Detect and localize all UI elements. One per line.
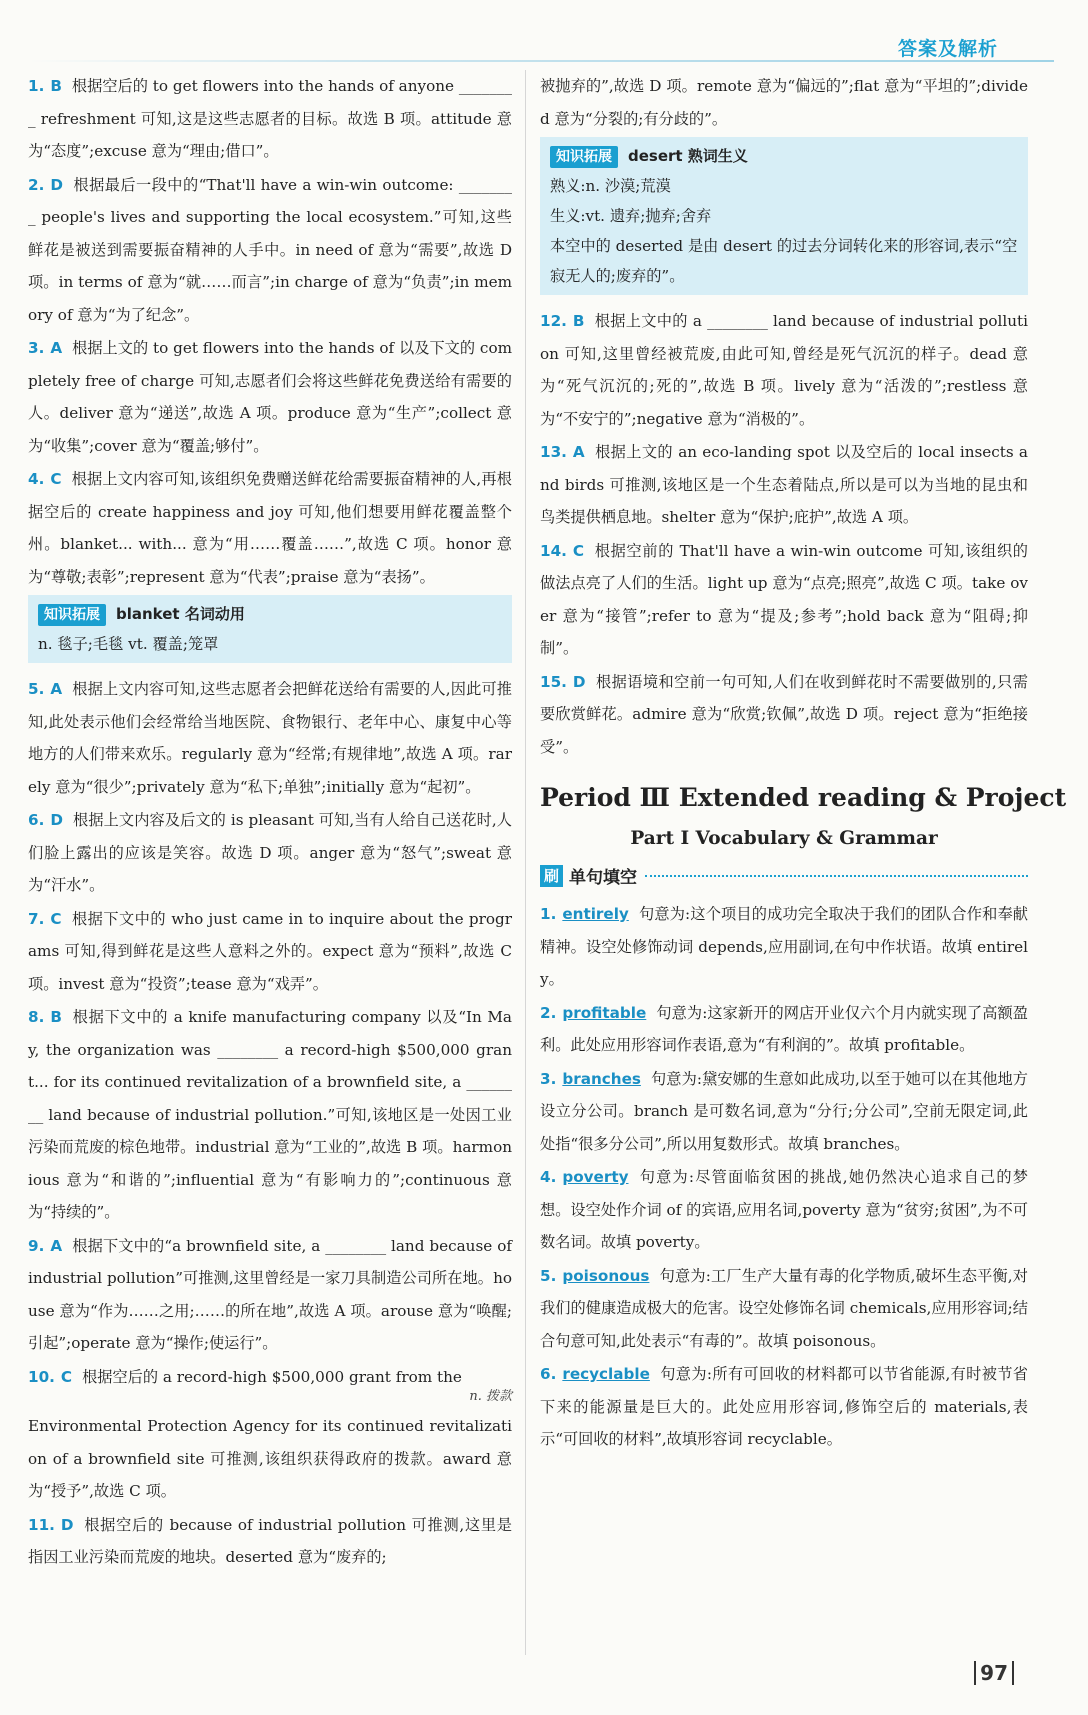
answer-item <box>28 903 512 1001</box>
period-heading: Period Ⅲ Extended reading & Project <box>540 783 1067 812</box>
answer-item <box>28 70 512 168</box>
answer-item <box>540 666 1028 764</box>
extension-line: n. 毯子;毛毯 vt. 覆盖;笼罩 <box>38 635 219 653</box>
item-explanation: 根据语境和空前一句可知,人们在收到鲜花时不需要做别的,只需要欣赏鲜花。admire 意为“欣赏;钦佩”,故选 D 项。reject 意为“拒绝接受”。 <box>540 672 1028 756</box>
item-explanation: 根据上文的 to get flowers into the hands of 以及下文的 completely free of charge 可知,志愿者们会将这些鲜花免费送给有需要的人。deliver 意为“递送”,故选 A 项。produce 意为“生产”;collect 意为“收集”;cover 意为“覆盖;够付”。 <box>28 339 512 455</box>
header-rule <box>30 60 1054 62</box>
answer-item <box>28 673 512 803</box>
continued-text: 被抛弃的”,故选 D 项。remote 意为“偏远的”;flat 意为“平坦的”;divided 意为“分裂的;有分歧的”。 <box>540 77 1028 128</box>
page-header-title: 答案及解析 <box>897 38 998 60</box>
answer-item <box>540 898 1028 996</box>
answer-item <box>28 1410 512 1508</box>
answer-item <box>28 169 512 332</box>
answer-item <box>28 1001 512 1229</box>
item-answer: recyclable <box>562 1365 650 1383</box>
item-explanation: 根据上文内容及后文的 is pleasant 可知,当有人给自己送花时,人们脸上露出的应该是笑容。故选 D 项。anger 意为“怒气”;sweat 意为“汗水”。 <box>28 811 512 894</box>
item-answer: C <box>50 909 62 928</box>
handwritten-note: n. 拨款 <box>469 1389 512 1404</box>
extension-tag: 知识拓展 <box>550 146 618 168</box>
item-number: 10. <box>28 1367 55 1386</box>
answer-item <box>540 535 1028 665</box>
item-number: 3. <box>28 339 45 357</box>
item-answer: poisonous <box>562 1266 650 1285</box>
item-explanation: 句意为:所有可回收的材料都可以节省能源,有时被节省下来的能源量是巨大的。此处应用形容词,修饰空后的 materials,表示“可回收的材料”,故填形容词 recyclable。 <box>540 1365 1028 1448</box>
extension-line: 本空中的 deserted 是由 desert 的过去分词转化来的形容词,表示“空寂无人的;废弃的”。 <box>550 237 1018 285</box>
item-answer: C <box>572 541 585 560</box>
item-number: 1. <box>28 77 45 95</box>
part-heading: Part Ⅰ Vocabulary & Grammar <box>630 828 938 849</box>
item-explanation: 句意为:黛安娜的生意如此成功,以至于她可以在其他地方设立分公司。branch 是可数名词,意为“分行;分公司”,空前无限定词,此处指“很多分公司”,所以用复数形式。故填 branches。 <box>540 1069 1028 1153</box>
item-number: 5. <box>28 680 45 698</box>
left-column <box>28 70 512 1575</box>
section-heading <box>540 863 1028 888</box>
item-explanation: 根据上文内容可知,这些志愿者会把鲜花送给有需要的人,因此可推知,此处表示他们会经常给当地医院、食物银行、老年中心、康复中心等地方的人们带来欢乐。regularly 意为“经常;有规律地”,故选 A 项。rarely 意为“很少”;privately 意为“私下;单独”;initially 意为“起初”。 <box>28 680 512 796</box>
item-explanation: 句意为:这个项目的成功完全取决于我们的团队合作和奉献精神。设空处修饰动词 depends,应用副词,在句中作状语。故填 entirely。 <box>540 905 1028 988</box>
extension-title: desert 熟词生义 <box>628 147 748 165</box>
column-divider <box>525 70 526 1655</box>
item-answer: B <box>572 312 585 330</box>
item-explanation: 根据下文中的 a knife manufacturing company 以及“In May, the organization was ________ a record-high $500,000 grant... for its continued revitalization of a brownfield site, a ________ land because of industrial pollution.”可知,该地区是一处因工业污染而荒废的棕色地带。industrial 意为“工业的”,故选 B 项。harmonious 意为“和谐的”;influential 意为“有影响力的”;continuous 意为“持续的”。 <box>28 1008 512 1221</box>
answer-item <box>28 804 512 902</box>
item-number: 2. <box>28 175 45 194</box>
item-number: 5. <box>540 1266 557 1285</box>
item-number: 14. <box>540 541 567 560</box>
item-answer: branches <box>562 1069 641 1088</box>
item-answer: entirely <box>562 905 629 923</box>
answer-item <box>540 1063 1028 1161</box>
item-explanation: 根据下文中的“a brownfield site, a ________ land because of industrial pollution”可推测,这里曾经是一家刀具制造公司所在地。house 意为“作为……之用;……的所在地”,故选 A 项。arouse 意为“唤醒;引起”;operate 意为“操作;使运行”。 <box>28 1236 512 1352</box>
item-number: 8. <box>28 1008 45 1026</box>
item-explanation: 根据空后的 because of industrial pollution 可推测,这里是指因工业污染而荒废的地块。deserted 意为“废弃的; <box>28 1515 512 1566</box>
item-answer: D <box>572 672 586 691</box>
extension-line: 生义:vt. 遗弃;抛弃;舍弃 <box>550 207 712 225</box>
item-answer: D <box>60 1515 74 1534</box>
item-answer: poverty <box>562 1168 629 1186</box>
item-explanation: 根据上文内容可知,该组织免费赠送鲜花给需要振奋精神的人,再根据空后的 create happiness and joy 可知,他们想要用鲜花覆盖整个州。blanket... with... 意为“用……覆盖……”,故选 C 项。honor 意为“尊敬;表彰”;represent 意为“代表”;praise 意为“表扬”。 <box>28 470 512 586</box>
item-number: 11. <box>28 1515 55 1534</box>
item-number: 12. <box>540 312 567 330</box>
item-answer: profitable <box>562 1003 647 1022</box>
item-number: 6. <box>540 1365 557 1383</box>
item-explanation: Environmental Protection Agency for its continued revitalization of a brownfield site 可推测,该组织获得政府的拨款。award 意为“授予”,故选 C 项。 <box>28 1417 512 1500</box>
answer-item <box>28 1361 512 1394</box>
page-number: 97 <box>974 1661 1014 1685</box>
item-number: 6. <box>28 811 45 829</box>
item-explanation: 根据最后一段中的“That'll have a win-win outcome: ________ people's lives and supporting the local ecosystem.”可知,这些鲜花是被送到需要振奋精神的人手中。in need of 意为“需要”,故选 D 项。in terms of 意为“就……而言”;in charge of 意为“负责”;in memory of 意为“为了纪念”。 <box>28 175 512 324</box>
item-explanation: 句意为:这家新开的网店开业仅六个月内就实现了高额盈利。此处应用形容词作表语,意为“有利润的”。故填 profitable。 <box>540 1003 1028 1054</box>
item-explanation: 根据上文中的 a ________ land because of industrial pollution 可知,这里曾经被荒废,由此可知,曾经是死气沉沉的样子。dead 意为“死气沉沉的;死的”,故选 B 项。lively 意为“活泼的”;restless 意为“不安宁的”;negative 意为“消极的”。 <box>540 312 1028 428</box>
item-answer: D <box>50 811 63 829</box>
answer-item <box>540 305 1028 435</box>
item-number: 1. <box>540 905 557 923</box>
item-explanation: 根据下文中的 who just came in to inquire about the programs 可知,得到鲜花是这些人意料之外的。expect 意为“预料”,故选 C 项。invest 意为“投资”;tease 意为“戏弄”。 <box>28 909 512 993</box>
answer-item <box>28 463 512 593</box>
answer-item <box>540 436 1028 534</box>
extension-title: blanket 名词动用 <box>116 605 245 623</box>
item-answer: A <box>50 339 63 357</box>
section-dotted-rule <box>645 875 1028 877</box>
item-answer: B <box>50 77 62 95</box>
item-number: 4. <box>28 470 45 488</box>
item-explanation: 根据上文的 an eco-landing spot 以及空后的 local insects and birds 可推测,该地区是一个生态着陆点,所以是可以为当地的昆虫和鸟类提供栖息地。shelter 意为“保护;庇护”,故选 A 项。 <box>540 443 1028 526</box>
item-number: 2. <box>540 1003 557 1022</box>
item-number: 4. <box>540 1168 557 1186</box>
item-answer: D <box>50 175 63 194</box>
item-answer: B <box>50 1008 62 1026</box>
item-explanation: 根据空后的 a record-high $500,000 grant from the <box>82 1367 462 1386</box>
item-explanation: 根据空前的 That'll have a win-win outcome 可知,该组织的做法点亮了人们的生活。light up 意为“点亮;照亮”,故选 C 项。take over 意为“接管”;refer to 意为“提及;参考”;hold back 意为“阻碍;抑制”。 <box>540 541 1028 657</box>
answer-item <box>28 1230 512 1360</box>
item-explanation: 句意为:尽管面临贫困的挑战,她仍然决心追求自己的梦想。设空处作介词 of 的宾语,应用名词,poverty 意为“贫穷;贫困”,为不可数名词。故填 poverty。 <box>540 1168 1028 1251</box>
item-number: 15. <box>540 672 567 691</box>
item-answer: C <box>60 1367 73 1386</box>
knowledge-extension-box <box>28 595 512 663</box>
knowledge-extension-box <box>540 137 1028 295</box>
answer-item <box>28 332 512 462</box>
answer-item <box>540 997 1028 1062</box>
answer-item <box>540 1358 1028 1456</box>
item-number: 3. <box>540 1069 557 1088</box>
section-tag: 刷 <box>540 865 563 887</box>
answer-item <box>540 1260 1028 1358</box>
item-number: 7. <box>28 909 45 928</box>
right-column <box>540 70 1067 1457</box>
item-number: 9. <box>28 1236 45 1255</box>
section-title: 单句填空 <box>569 868 638 888</box>
item-answer: A <box>50 1236 63 1255</box>
item-number: 13. <box>540 443 567 461</box>
item-explanation: 句意为:工厂生产大量有毒的化学物质,破坏生态平衡,对我们的健康造成极大的危害。设空处修饰名词 chemicals,应用形容词;结合句意可知,此处表示“有毒的”。故填 poisonous。 <box>540 1266 1028 1350</box>
item-answer: A <box>50 680 63 698</box>
extension-line: 熟义:n. 沙漠;荒漠 <box>550 177 671 195</box>
item-explanation: 根据空后的 to get flowers into the hands of anyone ________ refreshment 可知,这是这些志愿者的目标。故选 B 项。attitude 意为“态度”;excuse 意为“理由;借口”。 <box>28 77 512 160</box>
answer-item <box>540 1161 1028 1259</box>
item-answer: C <box>50 470 62 488</box>
extension-tag: 知识拓展 <box>38 604 106 626</box>
item-answer: A <box>572 443 585 461</box>
answer-item <box>28 1509 512 1574</box>
